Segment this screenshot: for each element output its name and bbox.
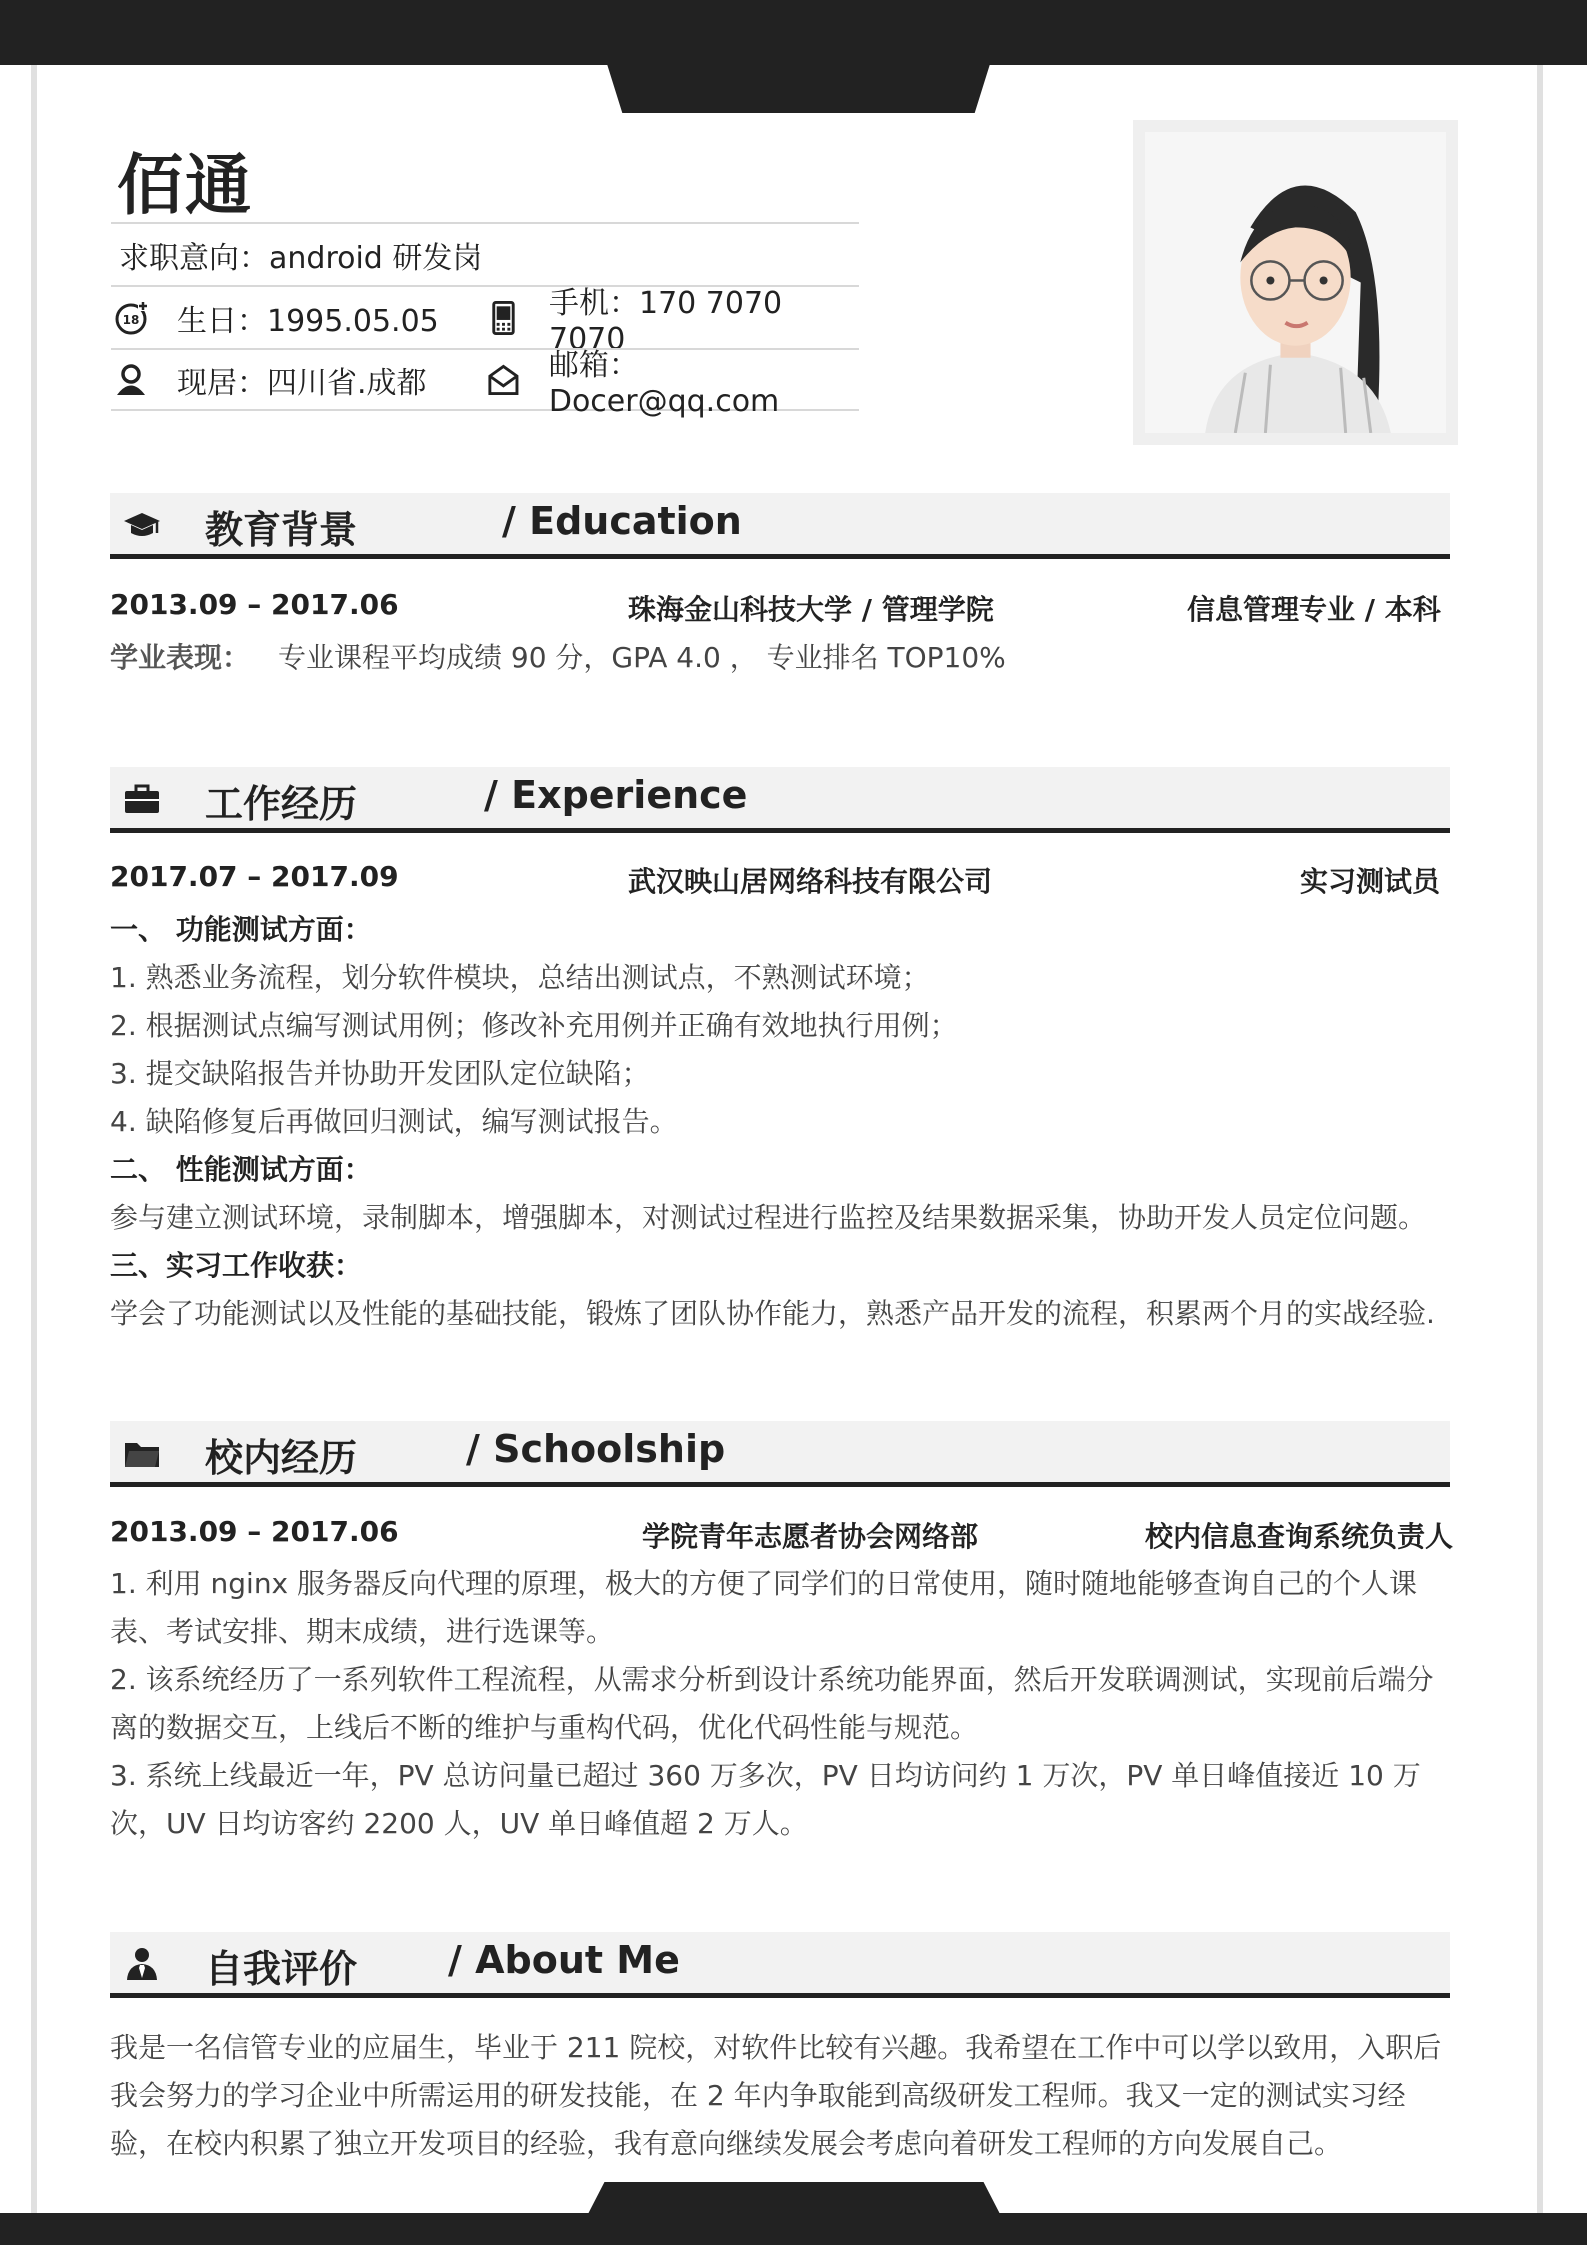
section-title-experience: 工作经历 [205,782,358,826]
profile-photo-frame [1133,120,1458,445]
about-text: 我是一名信管专业的应届生，毕业于 211 院校，对软件比较有兴趣。我希望在工作中可以学以致用，入职后我会努力的学习企业中所需运用的研发技能，在 2 年内争取能到高级研发工程师。我又一定的测试实习经验，在校内积累了独立开发项目的经验，我有意向继续发展会考虑向着研发工程师的方向发展自己。 [110,2031,1442,2160]
bottom-tab [588,2182,1000,2214]
email-cell [486,340,859,419]
education-school: 珠海金山科技大学 / 管理学院 [628,593,994,626]
residence-text: 现居：四川省.成都 [177,365,427,401]
phone-text: 手机：170 7070 7070 [548,286,783,357]
top-bar [0,0,1587,65]
residence-cell [113,358,427,402]
email-icon [486,362,521,398]
education-major: 信息管理专业 / 本科 [1187,593,1441,626]
bottom-bar [0,2213,1587,2245]
list-item: 3. 提交缺陷报告并协助开发团队定位缺陷； [110,1057,650,1090]
list-item: 2. 该系统经历了一系列软件工程流程，从需求分析到设计系统功能界面，然后开发联调测试，实现前后端分离的数据交互，上线后不断的维护与重构代码，优化代码性能与规范。 [110,1663,1434,1744]
school-org: 学院青年志愿者协会网络部 [642,1520,979,1553]
profile-photo [1145,132,1446,433]
list-item: 3. 系统上线最近一年，PV 总访问量已超过 360 万多次，PV 日均访问约 1 万次，PV 单日峰值接近 10 万次，UV 日均访客约 2200 人，UV 单日峰值超 2 万人。 [110,1759,1421,1840]
section-header-school [110,1421,1450,1487]
section-title-en-about: / About Me [448,1938,680,1982]
experience-sub-gains: 三、实习工作收获： [110,1249,363,1282]
section-title-education: 教育背景 [205,508,358,552]
email-text: 邮箱：Docer@qq.com [548,348,780,419]
age-18-icon [113,300,149,336]
info-row-residence-email [111,348,859,419]
section-title-en-experience: / Experience [484,773,748,817]
experience-company: 武汉映山居网络科技有限公司 [628,865,993,898]
info-row-birthday-phone [111,285,859,357]
section-title-school: 校内经历 [205,1436,358,1480]
experience-sub-functional: 一、 功能测试方面： [110,913,372,946]
experience-sub-performance: 二、 性能测试方面： [110,1153,372,1186]
section-title-about: 自我评价 [205,1947,358,1991]
briefcase-icon [122,781,162,817]
experience-role: 实习测试员 [1300,865,1441,898]
birthday-text: 生日：1995.05.05 [177,303,439,339]
intent-row [111,222,859,285]
folder-icon [122,1435,162,1471]
candidate-name: 佰通 [117,147,253,224]
list-item: 1. 利用 nginx 服务器反向代理的原理，极大的方便了同学们的日常使用，随时随地能够查询自己的个人课表、考试安排、期末成绩，进行选课等。 [110,1567,1418,1648]
job-intent: 求职意向：android 研发岗 [119,240,483,276]
section-header-experience [110,767,1450,833]
education-performance-label: 学业表现： [110,641,251,674]
experience-performance-text: 参与建立测试环境，录制脚本，增强脚本，对测试过程进行监控及结果数据采集，协助开发人员定位问题。 [110,1201,1427,1234]
graduation-cap-icon [122,507,162,543]
top-tab [607,64,990,113]
phone-icon [486,300,521,336]
list-item: 1. 熟悉业务流程，划分软件模块，总结出测试点，不熟测试环境； [110,961,930,994]
section-header-education [110,493,1450,559]
school-period: 2013.09 – 2017.06 [110,1515,399,1548]
education-period: 2013.09 – 2017.06 [110,588,399,621]
person-tie-icon [122,1946,162,1982]
experience-period: 2017.07 – 2017.09 [110,860,399,893]
list-item: 2. 根据测试点编写测试用例；修改补充用例并正确有效地执行用例； [110,1009,958,1042]
section-header-about [110,1932,1450,1998]
birthday-cell [113,296,439,340]
school-role: 校内信息查询系统负责人 [1145,1520,1454,1553]
left-border-line [31,65,37,2215]
right-border-line [1537,65,1543,2215]
section-title-en-school: / Schoolship [466,1427,726,1471]
education-performance-text: 专业课程平均成绩 90 分，GPA 4.0 ， 专业排名 TOP10% [278,641,1006,674]
location-person-icon [113,362,149,398]
portrait-illustration [1145,132,1446,433]
section-title-en-education: / Education [502,499,742,543]
experience-gains-text: 学会了功能测试以及性能的基础技能，锻炼了团队协作能力，熟悉产品开发的流程，积累两个月的实战经验. [110,1297,1435,1330]
list-item: 4. 缺陷修复后再做回归测试，编写测试报告。 [110,1105,678,1138]
svg-text:18: 18 [122,312,140,327]
